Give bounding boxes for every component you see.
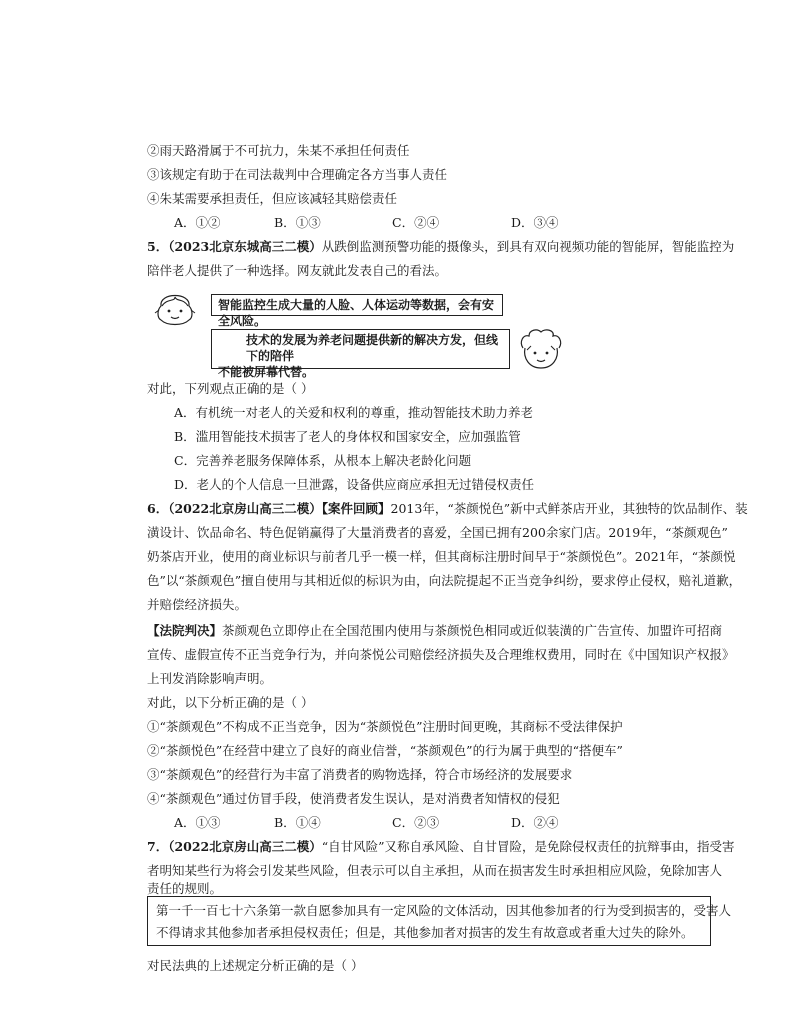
q4-option-d[interactable]: D．③④ bbox=[511, 215, 559, 230]
q6-option-a[interactable]: A．①③ bbox=[174, 815, 221, 830]
law-line-2: 不得请求其他参加者承担侵权责任；但是，其他参加者对损害的发生有故意或者重大过失的除外。 bbox=[156, 925, 694, 940]
q7-intro-line-1: 7．（2022北京房山高三二模）“自甘风险”又称自承风险、自甘冒险，是免除侵权责任的抗辩事由，指受害 bbox=[147, 839, 735, 854]
q6-question: 对此，以下分析正确的是（ ） bbox=[147, 695, 314, 710]
q6-verdict-line-1: 【法院判决】茶颜观色立即停止在全国范围内使用与茶颜悦色相同或近似装潢的广告宣传、加盟许可招商 bbox=[147, 623, 723, 638]
q4-statement-3: ③该规定有助于在司法裁判中合理确定各方当事人责任 bbox=[147, 167, 448, 182]
q6-option-b[interactable]: B．①④ bbox=[274, 815, 321, 830]
q7-question: 对民法典的上述规定分析正确的是（ ） bbox=[147, 958, 364, 973]
q7-number: 7． bbox=[147, 839, 169, 854]
q6-option-d[interactable]: D．②④ bbox=[511, 815, 559, 830]
q5-question: 对此，下列观点正确的是（ ） bbox=[147, 381, 314, 396]
q5-intro-line-2: 陪伴老人提供了一种选择。网友就此发表自己的看法。 bbox=[147, 263, 448, 278]
q6-case-line-4: 色”以“茶颜观色”擅自使用与其相近似的标识为由，向法院提起不正当竞争纠纷，要求停止侵权，赔礼道歉， bbox=[147, 573, 742, 588]
law-line-1: 第一千一百七十六条第一款自愿参加具有一定风险的文体活动，因其他参加者的行为受到损害的，受害人 bbox=[156, 903, 732, 918]
q4-statement-2: ②雨天路滑属于不可抗力，朱某不承担任何责任 bbox=[147, 143, 410, 158]
q4-option-b[interactable]: B．①③ bbox=[274, 215, 321, 230]
q7-source: （2022北京房山高三二模） bbox=[168, 839, 322, 854]
q5-option-a[interactable]: A．有机统一对老人的关爱和权利的尊重，推动智能技术助力养老 bbox=[174, 405, 534, 420]
q4-statement-4: ④朱某需要承担责任，但应该减轻其赔偿责任 bbox=[147, 191, 398, 206]
q6-statement-1: ①“茶颜观色”不构成不正当竞争，因为“茶颜悦色”注册时间更晚，其商标不受法律保护 bbox=[147, 719, 623, 734]
q6-case-line-2: 潢设计、饮品命名、特色促销赢得了大量消费者的喜爱，全国已拥有200余家门店。2019年，“茶颜观色” bbox=[147, 525, 728, 540]
q6-statement-3: ③“茶颜观色”的经营行为丰富了消费者的购物选择，符合市场经济的发展要求 bbox=[147, 767, 573, 782]
speech-bubble-1: 智能监控生成大量的人脸、人体运动等数据，会有安全风险。 bbox=[211, 294, 503, 316]
q5-option-d[interactable]: D．老人的个人信息一旦泄露，设备供应商应承担无过错侵权责任 bbox=[174, 477, 535, 492]
q5-intro-line-1: 5．（2023北京东城高三二模）从跌倒监测预警功能的摄像头，到具有双向视频功能的智能屏，智能监控为 bbox=[147, 239, 735, 254]
q5-option-b[interactable]: B．滥用智能技术损害了老人的身体权和国家安全，应加强监管 bbox=[174, 429, 521, 444]
q6-verdict-line-3: 上刊发消除影响声明。 bbox=[147, 671, 273, 686]
q6-statement-4: ④“茶颜观色”通过仿冒手段，使消费者发生误认，是对消费者知情权的侵犯 bbox=[147, 791, 560, 806]
q6-number: 6． bbox=[147, 501, 169, 516]
q6-verdict-label: 【法院判决】 bbox=[147, 623, 223, 638]
q6-case-line-1: 6．（2022北京房山高三二模）【案件回顾】2013年，“茶颜悦色”新中式鲜茶店开业，其独特的饮品制作、装 bbox=[147, 501, 748, 516]
speech-bubble-2: 技术的发展为养老问题提供新的解决方发，但线下的陪伴 不能被屏幕代替。 bbox=[211, 329, 510, 369]
girl-avatar-icon bbox=[153, 286, 197, 331]
q6-case-label: 【案件回顾】 bbox=[321, 501, 391, 516]
q6-source: （2022北京房山高三二模） bbox=[168, 501, 322, 516]
q6-statement-2: ②“茶颜悦色”在经营中建立了良好的商业信誉，“茶颜观色”的行为属于典型的“搭便车” bbox=[147, 743, 623, 758]
q4-option-c[interactable]: C．②④ bbox=[392, 215, 440, 230]
q7-intro-line-3: 责任的规则。 bbox=[147, 881, 223, 896]
q6-option-c[interactable]: C．②③ bbox=[392, 815, 440, 830]
q5-source: （2023北京东城高三二模） bbox=[168, 239, 322, 254]
law-text-box bbox=[147, 896, 732, 946]
q5-number: 5． bbox=[147, 239, 169, 254]
q5-option-c[interactable]: C．完善养老服务保障体系，从根本上解决老龄化问题 bbox=[174, 453, 472, 468]
q6-case-line-3: 奶茶店开业，使用的商业标识与前者几乎一模一样，但其商标注册时间早于“茶颜悦色”。2021年，“茶颜悦 bbox=[147, 549, 736, 564]
q7-intro-line-2: 者明知某些行为将会引发某些风险，但表示可以自主承担，从而在损害发生时承担相应风险，免除加害人 bbox=[147, 863, 723, 878]
q6-verdict-line-2: 宣传、虚假宣传不正当竞争行为，并向茶悦公司赔偿经济损失及合理维权费用，同时在《中国知识产权报》 bbox=[147, 647, 735, 662]
q6-case-line-5: 并赔偿经济损失。 bbox=[147, 597, 248, 612]
boy-avatar-icon bbox=[517, 328, 565, 375]
q4-option-a[interactable]: A．①② bbox=[174, 215, 221, 230]
